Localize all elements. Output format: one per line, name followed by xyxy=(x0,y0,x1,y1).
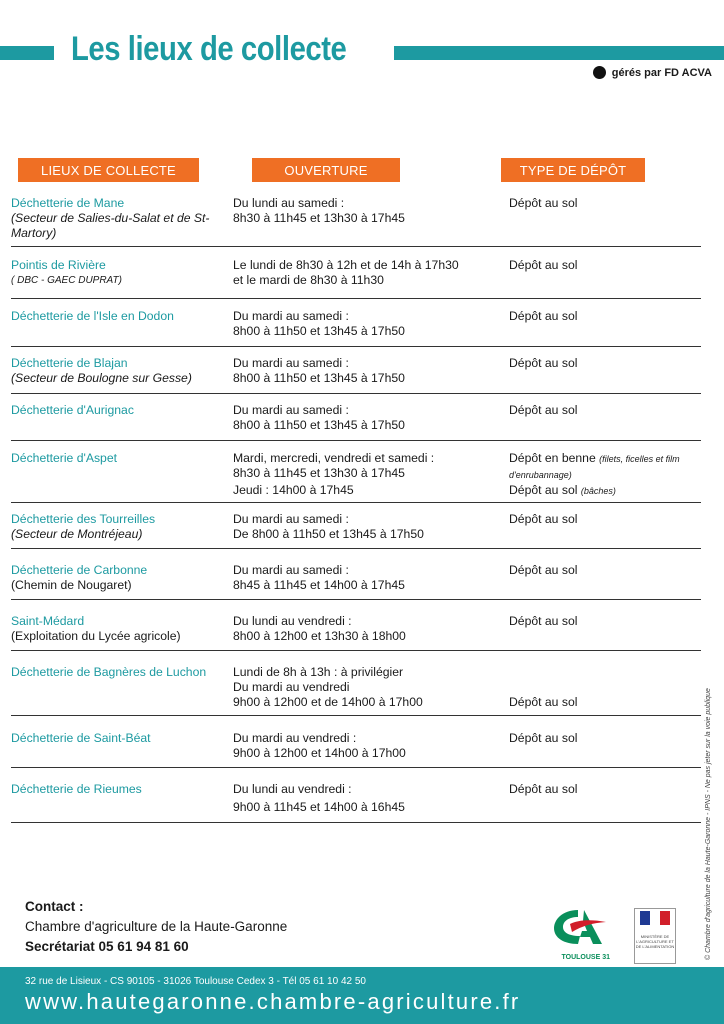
place-sub: (Secteur de Salies-du-Salat et de St-Martory) xyxy=(11,211,210,240)
table-row xyxy=(11,512,701,549)
hours-line: Du lundi au vendredi : xyxy=(233,614,352,628)
contact-label: Contact : xyxy=(25,899,84,914)
place-name: Déchetterie des Tourreilles xyxy=(11,512,156,526)
ca-logo-icon xyxy=(550,906,610,948)
hours-line: 8h00 à 11h50 et 13h45 à 17h50 xyxy=(233,371,405,385)
place-name: Déchetterie de Carbonne xyxy=(11,563,148,577)
deposit-type: Dépôt au sol xyxy=(509,614,578,628)
bullet-icon xyxy=(593,66,606,79)
deposit-type: Dépôt au sol xyxy=(509,512,578,526)
table-row xyxy=(11,614,701,651)
table-row xyxy=(11,309,701,347)
hours-line: Du mardi au samedi : xyxy=(233,309,349,323)
copyright-side-text: © Chambre d'agriculture de la Haute-Garonne - IPNS - Ne pas jeter sur la voie publique xyxy=(705,688,712,960)
place-name: Déchetterie d'Aspet xyxy=(11,451,117,465)
table-row xyxy=(11,403,701,441)
hours-line: 8h30 à 11h45 et 13h30 à 17h45 xyxy=(233,466,405,480)
deposit-type: Dépôt au sol xyxy=(509,782,578,796)
hours-line: Lundi de 8h à 13h : à privilégier xyxy=(233,665,404,679)
footer-address: 32 rue de Lisieux - CS 90105 - 31026 Toulouse Cedex 3 - Tél 05 61 10 42 50 xyxy=(25,976,366,987)
credit-agricole-logo xyxy=(550,906,610,960)
contact-phone: Secrétariat 05 61 94 81 60 xyxy=(25,939,189,954)
hours-line: Du mardi au samedi : xyxy=(233,512,349,526)
ministry-name: MINISTÈRE DE L'AGRICULTURE ET DE L'ALIMENTATION xyxy=(635,934,675,949)
place-sub: (Secteur de Montréjeau) xyxy=(11,527,143,541)
place-name: Déchetterie de Mane xyxy=(11,196,125,210)
deposit-type: Dépôt au sol xyxy=(509,258,578,272)
place-sub: (Chemin de Nougaret) xyxy=(11,578,132,592)
place-name: Pointis de Rivière xyxy=(11,258,106,272)
table-row xyxy=(11,665,701,716)
hours-line: 8h00 à 11h50 et 13h45 à 17h50 xyxy=(233,324,405,338)
place-name: Saint-Médard xyxy=(11,614,85,628)
hours-line: 8h00 à 12h00 et 13h30 à 18h00 xyxy=(233,629,406,643)
deposit-type: Dépôt au sol xyxy=(509,731,578,745)
hours-line: 8h30 à 11h45 et 13h30 à 17h45 xyxy=(233,211,405,225)
hours-line: Du lundi au samedi : xyxy=(233,196,345,210)
hours-line: 8h45 à 11h45 et 14h00 à 17h45 xyxy=(233,578,405,592)
table-row xyxy=(11,563,701,600)
place-name: Déchetterie de Saint-Béat xyxy=(11,731,151,745)
hours-line: Du mardi au vendredi xyxy=(233,680,350,694)
deposit-type: Dépôt au sol xyxy=(509,309,578,323)
place-name: Déchetterie de Rieumes xyxy=(11,782,142,796)
ca-logo-text: TOULOUSE 31 xyxy=(561,954,610,961)
deposit-type: Dépôt au sol xyxy=(509,196,578,210)
marianne-flag-icon xyxy=(640,911,670,925)
deposit-type: Dépôt au sol xyxy=(509,356,578,370)
contact-block xyxy=(25,897,287,957)
column-header-places: LIEUX DE COLLECTE xyxy=(18,158,199,182)
hours-line: De 8h00 à 11h50 et 13h45 à 17h50 xyxy=(233,527,424,541)
header-bar-right xyxy=(394,46,724,60)
table-row xyxy=(11,196,701,247)
place-sub: (Exploitation du Lycée agricole) xyxy=(11,629,181,643)
place-name: Déchetterie de l'Isle en Dodon xyxy=(11,309,174,323)
deposit-type: Dépôt au sol xyxy=(509,403,578,417)
hours-line: 9h00 à 11h45 et 14h00 à 16h45 xyxy=(233,800,405,814)
column-header-type: TYPE DE DÉPÔT xyxy=(501,158,645,182)
deposit-type: Dépôt en benne xyxy=(509,451,596,465)
place-sub: (Secteur de Boulogne sur Gesse) xyxy=(11,371,192,385)
hours-line: 9h00 à 12h00 et de 14h00 à 17h00 xyxy=(233,695,423,709)
table-row xyxy=(11,731,701,768)
deposit-type: Dépôt au sol xyxy=(509,695,578,709)
table-row xyxy=(11,258,701,299)
place-name: Déchetterie d'Aurignac xyxy=(11,403,134,417)
deposit-note: (bâches) xyxy=(580,486,616,496)
hours-line: Mardi, mercredi, vendredi et samedi : xyxy=(233,451,435,465)
table-row xyxy=(11,782,701,823)
place-sub: ( DBC - GAEC DUPRAT) xyxy=(11,275,122,286)
hours-line: Du lundi au vendredi : xyxy=(233,782,352,796)
hours-line: Jeudi : 14h00 à 17h45 xyxy=(233,483,354,497)
column-header-opening: OUVERTURE xyxy=(252,158,400,182)
hours-line: 8h00 à 11h50 et 13h45 à 17h50 xyxy=(233,418,405,432)
table-row xyxy=(11,356,701,394)
footer-website-link[interactable]: www.hautegaronne.chambre-agriculture.fr xyxy=(25,989,521,1014)
managed-by-text: gérés par FD ACVA xyxy=(611,66,712,79)
page-title: Les lieux de collecte xyxy=(71,30,347,68)
hours-line: Du mardi au samedi : xyxy=(233,356,349,370)
hours-line: Le lundi de 8h30 à 12h et de 14h à 17h30 xyxy=(233,258,459,272)
deposit-type: Dépôt au sol xyxy=(509,483,578,497)
hours-line: Du mardi au vendredi : xyxy=(233,731,357,745)
hours-line: et le mardi de 8h30 à 11h30 xyxy=(233,273,384,287)
place-name: Déchetterie de Blajan xyxy=(11,356,128,370)
hours-line: Du mardi au samedi : xyxy=(233,403,349,417)
deposit-type: Dépôt au sol xyxy=(509,563,578,577)
hours-line: 9h00 à 12h00 et 14h00 à 17h00 xyxy=(233,746,406,760)
managed-by-legend xyxy=(593,66,712,79)
table-row xyxy=(11,451,701,503)
deposit-note: (filets, ficelles et film d'enrubannage) xyxy=(509,454,680,480)
hours-line: Du mardi au samedi : xyxy=(233,563,349,577)
contact-name: Chambre d'agriculture de la Haute-Garonne xyxy=(25,919,288,934)
footer xyxy=(0,967,724,1024)
place-name: Déchetterie de Bagnères de Luchon xyxy=(11,665,207,679)
header-bar-left xyxy=(0,46,54,60)
